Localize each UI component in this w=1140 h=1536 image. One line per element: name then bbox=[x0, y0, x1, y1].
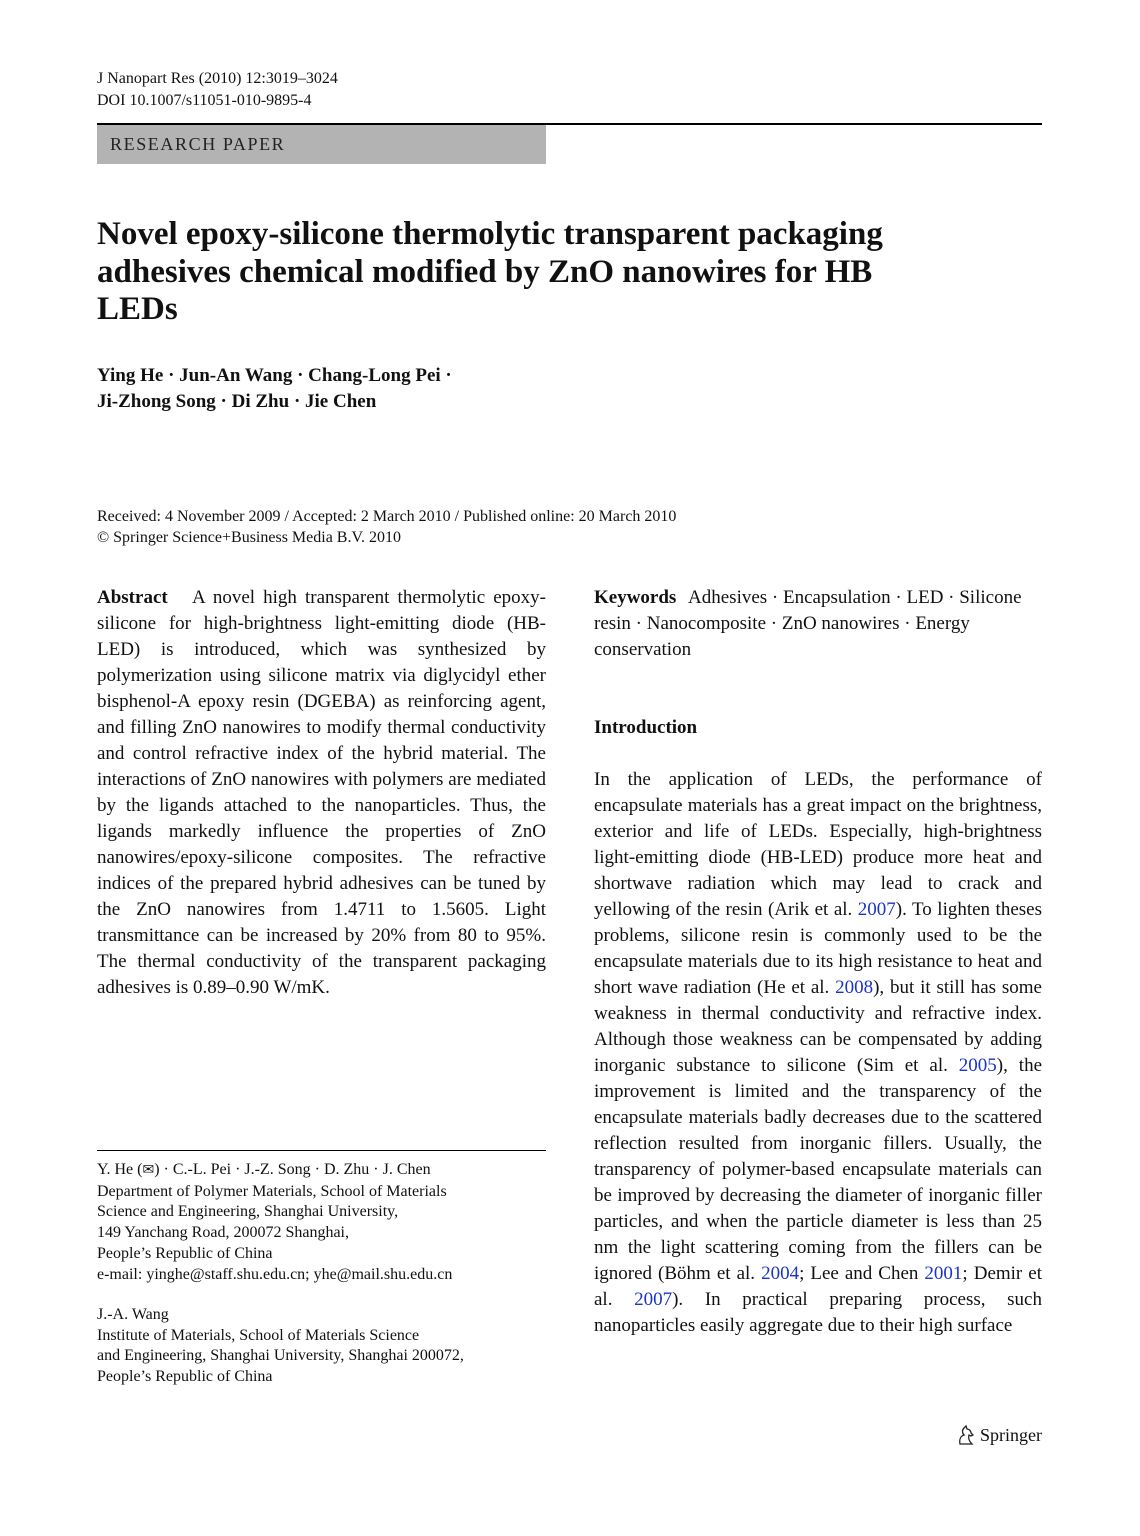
footnote-rule bbox=[97, 1150, 546, 1151]
intro-text: ; Lee and Chen bbox=[799, 1263, 925, 1284]
citation-link[interactable]: 2007 bbox=[634, 1289, 673, 1310]
affiliation-line: Department of Polymer Materials, School of Materials bbox=[97, 1182, 447, 1200]
intro-text: ), but it still has some weakness in thermal conductivity and refractive index. Although those weakness can be compensated by adding inorganic substance to silicone (Sim et al. bbox=[594, 977, 1042, 1076]
abstract-label: Abstract bbox=[97, 587, 168, 608]
citation-link[interactable]: 2005 bbox=[958, 1055, 997, 1076]
introduction-paragraph bbox=[594, 767, 1042, 1339]
history-line: Received: 4 November 2009 / Accepted: 2 March 2010 / Published online: 20 March 2010 bbox=[97, 508, 677, 525]
keywords-label: Keywords bbox=[594, 587, 677, 608]
abstract bbox=[97, 585, 546, 1001]
keywords bbox=[594, 585, 1042, 663]
email-line: e-mail: yinghe@staff.shu.edu.cn; yhe@mail.shu.edu.cn bbox=[97, 1265, 453, 1283]
affiliation-authors: Y. He (✉) · C.-L. Pei · J.-Z. Song · D. Zhu · J. Chen bbox=[97, 1161, 431, 1178]
author-list bbox=[97, 363, 597, 415]
section-heading: Introduction bbox=[594, 717, 698, 738]
paper-title: Novel epoxy-silicone thermolytic transparent packaging adhesives chemical modified by ZnO nanowires for HB LEDs bbox=[97, 216, 883, 327]
author-line: Ji-Zhong Song · Di Zhu · Jie Chen bbox=[97, 391, 377, 412]
affiliation-line: Institute of Materials, School of Materials Science bbox=[97, 1326, 420, 1344]
intro-text: ). To lighten theses problems, silicone resin is commonly used to be the encapsulate materials due to its high resistance to heat and short wave radiation (He et al. bbox=[594, 899, 1042, 998]
keywords-text: Adhesives · Encapsulation · LED · Silicone resin · Nanocomposite · ZnO nanowires · Energy conservation bbox=[594, 587, 1022, 660]
abstract-text: A novel high transparent thermolytic epoxy-silicone for high-brightness light-emitting diode (HB-LED) is introduced, which was synthesized by polymerization using silicone matrix via diglycidyl ether bisphenol-A epoxy resin (DGEBA) as reinforcing agent, and filling ZnO nanowires to modify thermal conductivity and control refractive index of the hybrid material. The interactions of ZnO nanowires with polymers are mediated by the ligands attached to the nanoparticles. Thus, the ligands markedly influence the properties of ZnO nanowires/epoxy-silicone composites. The refractive indices of the prepared hybrid adhesives can be tuned by the ZnO nanowires from 1.4711 to 1.5605. Light transmittance can be increased by 20% from 80 to 95%. The thermal conductivity of the transparent packaging adhesives is 0.89–0.90 W/mK. bbox=[97, 587, 546, 998]
springer-horse-icon bbox=[956, 1424, 976, 1446]
doi: DOI 10.1007/s11051-010-9895-4 bbox=[97, 92, 312, 109]
affiliation-line: People’s Republic of China bbox=[97, 1244, 273, 1262]
affiliation-block bbox=[97, 1305, 557, 1388]
citation-link[interactable]: 2001 bbox=[924, 1263, 963, 1284]
publisher-name: Springer bbox=[980, 1424, 1042, 1445]
affiliation-line: 149 Yanchang Road, 200072 Shanghai, bbox=[97, 1224, 349, 1242]
publication-dates bbox=[97, 506, 676, 548]
intro-text: ; Demir et al. bbox=[594, 1263, 1042, 1310]
citation-link[interactable]: 2004 bbox=[761, 1263, 800, 1284]
springer-logo bbox=[956, 1424, 1042, 1446]
citation-link[interactable]: 2007 bbox=[857, 899, 896, 920]
intro-text: In the application of LEDs, the performance of encapsulate materials has a great impact on the brightness, exterior and life of LEDs. Especially, high-brightness light-emitting diode (HB-LED) produce more heat and shortwave radiation which may lead to crack and yellowing of the resin (Arik et al. bbox=[594, 769, 1042, 920]
intro-text: ), the improvement is limited and the transparency of the encapsulate materials badly decreases due to the scattered reflection resulted from inorganic fillers. Usually, the transparency of polymer-based encapsulate materials can be improved by decreasing the diameter of inorganic filler particles, and when the particle diameter is less than 25 nm the light scattering coming from the fillers can be ignored (Böhm et al. bbox=[594, 1055, 1042, 1284]
affiliation-line: and Engineering, Shanghai University, Shanghai 200072, bbox=[97, 1347, 464, 1365]
intro-text: ). In practical preparing process, such nanoparticles easily aggregate due to their high surface bbox=[594, 1289, 1042, 1336]
section-label: RESEARCH PAPER bbox=[97, 125, 546, 164]
affiliation-line: People’s Republic of China bbox=[97, 1368, 273, 1386]
envelope-icon: ✉ bbox=[142, 1163, 155, 1178]
journal-reference: J Nanopart Res (2010) 12:3019–3024 bbox=[97, 70, 338, 87]
affiliation-authors: J.-A. Wang bbox=[97, 1306, 169, 1323]
author-line: Ying He · Jun-An Wang · Chang-Long Pei · bbox=[97, 365, 452, 386]
copyright-line: © Springer Science+Business Media B.V. 2010 bbox=[97, 529, 401, 546]
affiliation-block bbox=[97, 1160, 557, 1285]
citation-link[interactable]: 2008 bbox=[835, 977, 874, 998]
affiliation-line: Science and Engineering, Shanghai University, bbox=[97, 1203, 399, 1221]
